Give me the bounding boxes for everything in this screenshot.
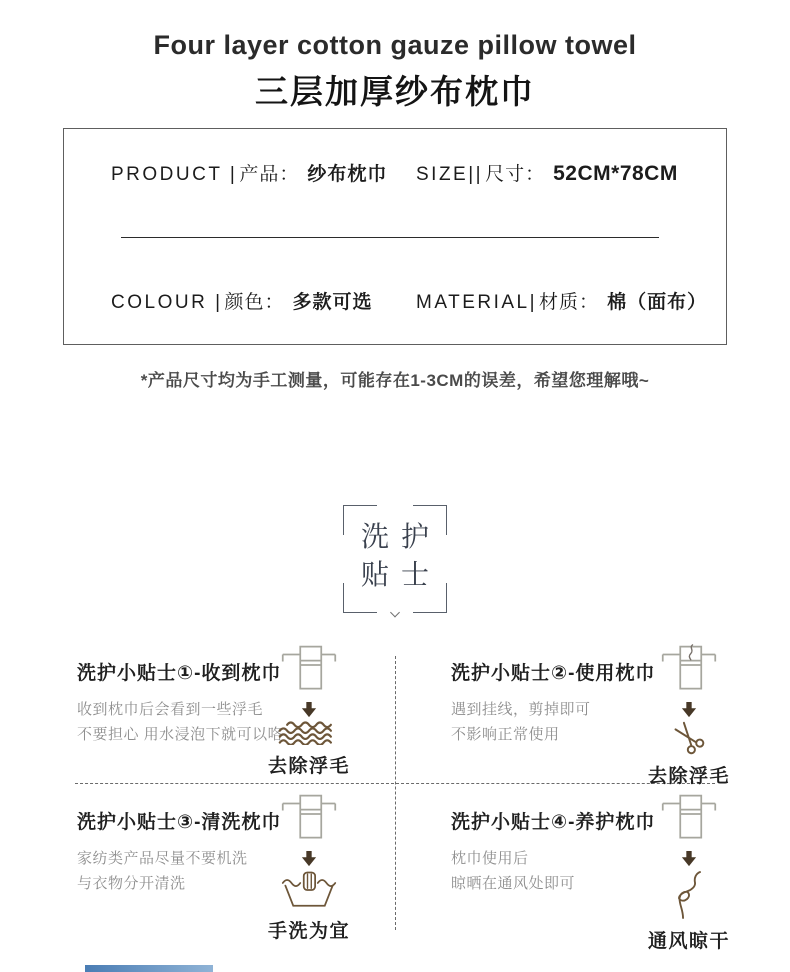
care-tips-header-line2: 贴士	[360, 558, 441, 591]
tip-1-body	[77, 698, 287, 748]
spec-product-label-en: PRODUCT |	[111, 164, 238, 185]
spec-material-label-en: MATERIAL|	[416, 292, 538, 313]
spec-box	[63, 128, 727, 345]
tip-1-caption: 去除浮毛	[267, 756, 350, 777]
airdry-breeze-icon	[672, 870, 706, 920]
bottom-blue-strip	[85, 965, 213, 972]
care-tips-grid	[75, 642, 730, 952]
grid-horizontal-divider	[75, 783, 715, 784]
tip-3-body-line2: 与衣物分开清洗	[77, 874, 186, 892]
spec-material-value: 棉（面布）	[607, 292, 708, 313]
tip-1-body-line1: 收到枕巾后会看到一些浮毛	[77, 701, 264, 718]
spec-product	[111, 159, 416, 186]
tip-cell-2	[395, 642, 730, 787]
care-tips-header	[343, 505, 447, 613]
tip-2-title: 洗护小贴士②-使用枕巾	[451, 663, 656, 684]
spec-material-label-zh: 材质：	[539, 292, 600, 313]
tip-cell-4	[395, 791, 730, 952]
tip-2-body-line1: 遇到挂线，剪掉即可	[451, 701, 591, 718]
tip-4-caption: 通风晾干	[647, 931, 730, 952]
page-title-en: Four layer cotton gauze pillow towel	[153, 30, 637, 60]
tip-4-body-line1: 枕巾使用后	[451, 850, 529, 867]
spec-material	[416, 287, 707, 314]
towel-icon	[281, 793, 337, 849]
spec-colour-label-zh: 颜色：	[224, 292, 285, 313]
tip-4-icon-column	[641, 793, 737, 953]
tip-4-body-line2: 晾晒在通风处即可	[451, 874, 576, 892]
tip-cell-3	[75, 791, 395, 942]
chevron-down-icon	[390, 608, 400, 618]
measurement-note: *产品尺寸均为手工测量，可能存在1-3CM的误差，希望您理解哦~	[140, 371, 650, 390]
towel-icon	[281, 644, 337, 700]
spec-row-2	[111, 287, 716, 314]
spec-product-label-zh: 产品：	[239, 164, 300, 185]
tip-2-text	[451, 642, 661, 748]
tip-2-caption: 去除浮毛	[647, 766, 730, 787]
spec-colour-label-en: COLOUR |	[111, 292, 223, 313]
tip-3-title: 洗护小贴士③-清洗枕巾	[77, 812, 282, 833]
towel-with-thread-icon	[661, 644, 717, 700]
tip-cell-1	[75, 642, 395, 783]
tip-4-title: 洗护小贴士④-养护枕巾	[451, 812, 656, 833]
arrow-down-icon	[300, 702, 318, 718]
tip-1-icon-column	[261, 644, 357, 778]
scissors-icon	[673, 721, 705, 755]
arrow-down-icon	[680, 702, 698, 718]
tip-2-body-line2: 不影响正常使用	[451, 725, 560, 743]
tip-3-icon-column	[261, 793, 357, 943]
spec-size-label-en: SIZE||	[416, 164, 484, 185]
tip-4-body	[451, 847, 661, 897]
tip-4-text	[451, 791, 661, 897]
waves-icon	[278, 721, 340, 745]
spec-size-label-zh: 尺寸：	[485, 164, 546, 185]
care-tips-header-text	[343, 518, 447, 594]
arrow-down-icon	[680, 851, 698, 867]
tip-2-icon-column	[641, 644, 737, 788]
spec-size-value: 52CM*78CM	[553, 162, 678, 185]
tip-1-title: 洗护小贴士①-收到枕巾	[77, 663, 282, 684]
tip-3-text	[77, 791, 287, 897]
spec-colour	[111, 287, 416, 314]
care-tips-header-line1: 洗护	[360, 520, 441, 553]
tip-2-body	[451, 698, 661, 748]
spec-row-1	[111, 159, 716, 186]
tip-3-body	[77, 847, 287, 897]
handwash-icon	[281, 870, 337, 910]
page-title-zh: 三层加厚纱布枕巾	[255, 73, 535, 110]
arrow-down-icon	[300, 851, 318, 867]
tip-3-caption: 手洗为宜	[267, 921, 350, 942]
spec-product-value: 纱布枕巾	[307, 164, 388, 185]
spec-size	[416, 159, 678, 186]
towel-icon	[661, 793, 717, 849]
tip-1-text	[77, 642, 287, 748]
tip-1-body-line2: 不要担心 用水浸泡下就可以咯	[77, 725, 284, 743]
spec-divider-line	[121, 237, 659, 238]
spec-colour-value: 多款可选	[292, 292, 373, 313]
tip-3-body-line1: 家纺类产品尽量不要机洗	[77, 850, 248, 867]
